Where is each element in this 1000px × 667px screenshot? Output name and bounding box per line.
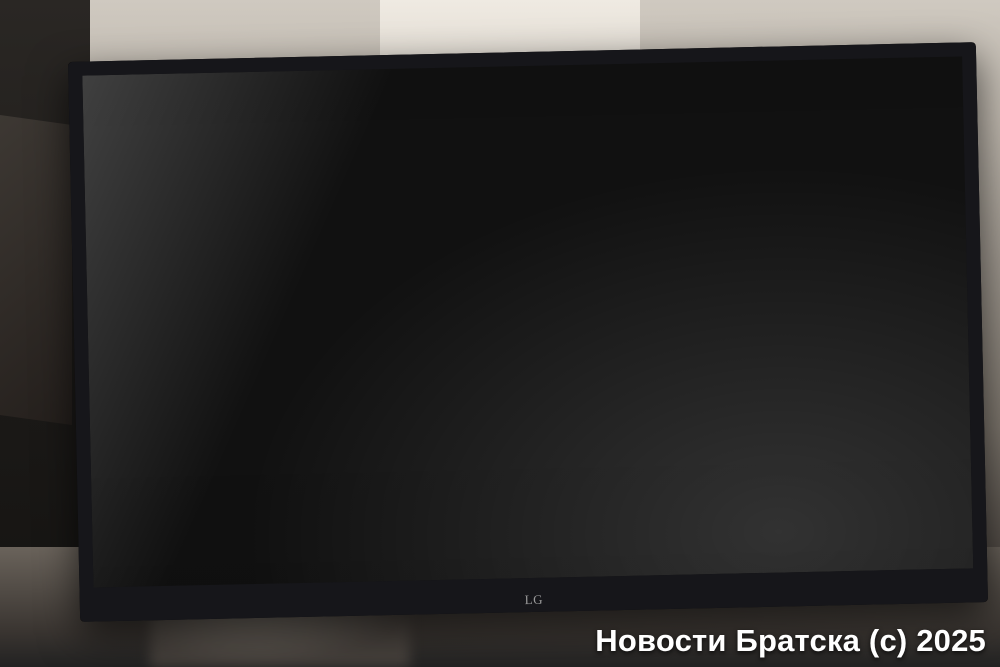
side-panel [0, 115, 72, 425]
television [68, 42, 988, 622]
tv-bezel [68, 42, 988, 622]
tv-brand-logo: LG [524, 591, 544, 608]
watermark: Новости Братска (с) 2025 [595, 623, 986, 658]
